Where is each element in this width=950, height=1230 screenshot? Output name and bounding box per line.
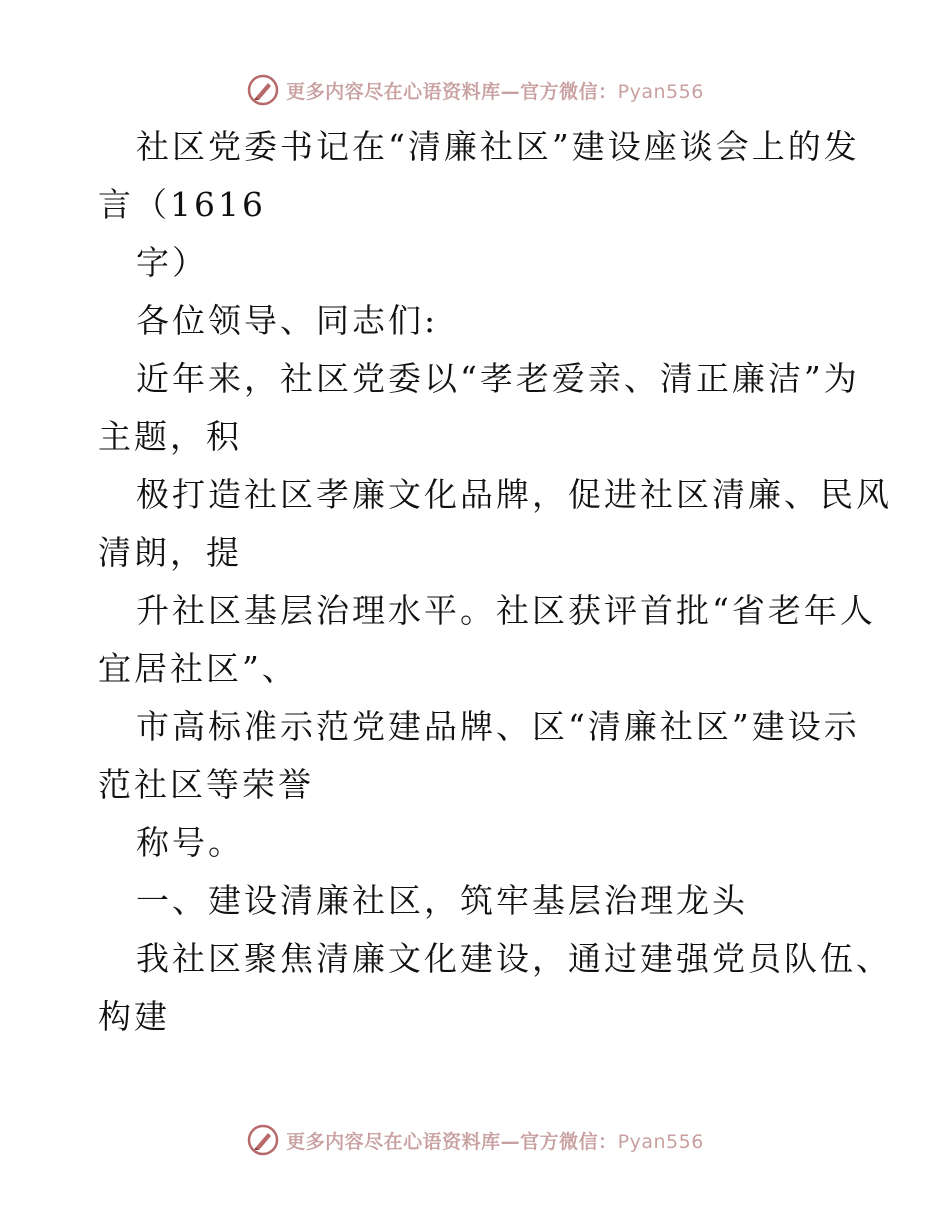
document-line: 近年来，社区党委以“孝老爱亲、清正廉洁”为 [136, 359, 860, 398]
document-line: 范社区等荣誉 [98, 765, 314, 804]
document-line: 市高标准示范党建品牌、区“清廉社区”建设示 [136, 707, 860, 746]
document-line: 清朗，提 [98, 533, 242, 572]
document-line: 各位领导、同志们: [136, 301, 439, 340]
document-line: 字） [136, 243, 208, 282]
document-line: 升社区基层治理水平。社区获评首批“省老年人 [136, 591, 876, 630]
document-line: 称号。 [136, 823, 244, 862]
watermark-id: Pyan556 [617, 1130, 704, 1153]
watermark-text: 更多内容尽在心语资料库—官方微信：Pyan556 [286, 80, 704, 103]
pen-logo-icon [246, 73, 280, 107]
section-heading: 一、建设清廉社区，筑牢基层治理龙头 [136, 881, 748, 920]
document-line: 极打造社区孝廉文化品牌，促进社区清廉、民风 [136, 475, 892, 514]
document-line: 构建 [98, 997, 170, 1036]
watermark-id: Pyan556 [617, 80, 704, 103]
document-line: 我社区聚焦清廉文化建设，通过建强党员队伍、 [136, 939, 892, 978]
watermark-text: 更多内容尽在心语资料库—官方微信：Pyan556 [286, 1130, 704, 1153]
pen-logo-icon [246, 1123, 280, 1157]
document-line: 宜居社区”、 [98, 649, 298, 688]
document-line: 言（1616 [98, 185, 266, 224]
document-line: 社区党委书记在“清廉社区”建设座谈会上的发 [136, 127, 860, 166]
document-line: 主题，积 [98, 417, 242, 456]
watermark-footer [0, 1120, 950, 1160]
document-body [98, 118, 892, 1046]
watermark-header [0, 70, 950, 110]
